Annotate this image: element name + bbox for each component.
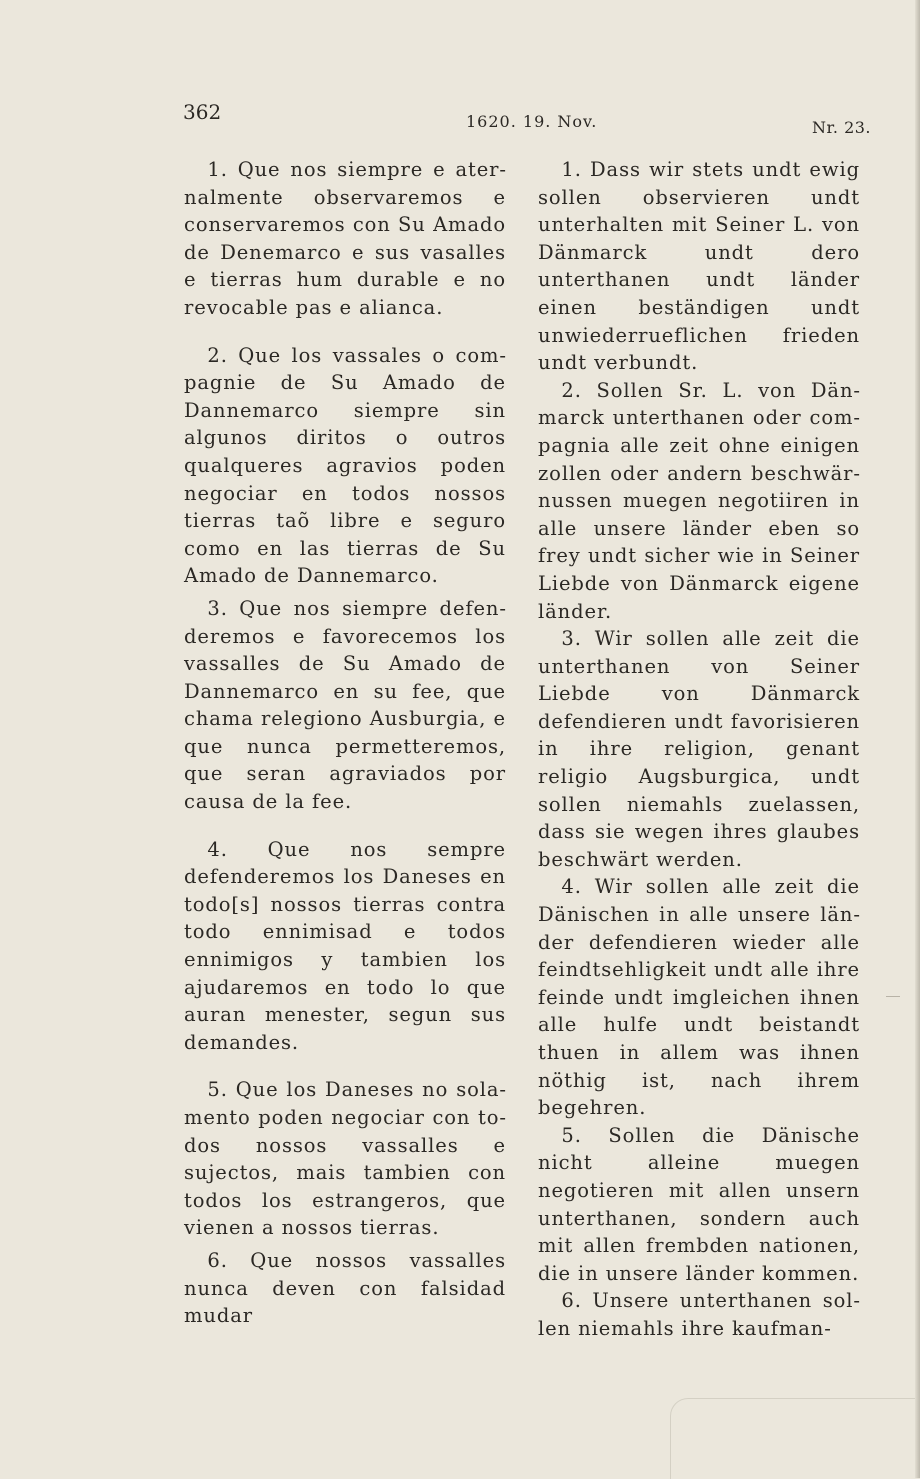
german-article-1: 1. Dass wir stets undt ewig sollen observieren undt unterhalten mit Seiner L. von Dänmarck undt dero unterthanen undt länder einen beständigen undt unwiederrueflichen frieden undt verbundt. [538,158,860,375]
german-article-3: 3. Wir sollen alle zeit die unterthanen von Seiner Liebde von Dänmarck defendieren undt favorisieren in ihre religion, genant religio Augsburgica, undt sollen niemahls zuelassen, dass sie wegen ihres glaubes beschwärt werden. [538,627,860,871]
german-column [538,156,860,1343]
spanish-article-2: 2. Que los vassales o compagnie de Su Amado de Dannemarco siempre sin algunos diritos o outros qualqueres agravios poden negociar en todos nossos tierras taõ libre e seguro como en las tierras de Su Amado de Dannemarco. [184,343,506,588]
german-article-4: 4. Wir sollen alle zeit die Dänischen in alle unsere länder defendieren wieder alle feindtsehligkeit undt alle ihre feinde undt imgleichen ihnen alle hulfe undt beistandt thuen in allem was ihnen nöthig ist, nach ihrem begehren. [538,875,860,1120]
spanish-article-5: 5. Que los Daneses no solamento poden negociar con todos nossos vassalles e sujectos, mais tambien con todos los estrangeros, que vienen a nossos tierras. [184,1078,506,1240]
page-corner-shadow [670,1398,919,1479]
spanish-column [184,156,506,1330]
page-header [0,100,920,140]
page-edge [915,0,920,1478]
page-number: 362 [183,100,222,124]
spanish-article-3: 3. Que nos siempre defenderemos e favorecemos los vassalles de Su Amado de Dannemarco en su fee, que chama relegiono Ausburgia, e que nunca permetteremos, que seran agraviados por causa de la fee. [184,596,506,814]
german-article-6: 6. Unsere unterthanen sollen niemahls ihre kaufman- [538,1289,860,1340]
spanish-article-6: 6. Que nossos vassalles nunca deven con falsidad mudar [184,1248,506,1328]
document-number: Nr. 23. [812,118,872,137]
german-article-5: 5. Sollen die Dänische nicht alleine muegen negotieren mit allen unsern unterthanen, sondern auch mit allen frembden nationen, die in unsere länder kommen. [538,1123,860,1285]
header-date: 1620. 19. Nov. [466,112,598,131]
spanish-article-1: 1. Que nos siempre e aternalmente observaremos e conservaremos con Su Amado de Denemarco e sus vasalles e tierras hum durable e no revocable pas e alianca. [184,158,506,319]
spanish-article-4: 4. Que nos sempre defenderemos los Daneses en todo[s] nossos tierras contra todo ennimisad e todos ennimigos y tambien los ajudaremos en todo lo que auran menester, segun sus demandes. [184,837,506,1054]
german-article-2: 2. Sollen Sr. L. von Dänmarck unterthanen oder compagnia alle zeit ohne einigen zollen oder andern beschwärnussen muegen negotiiren in alle unsere länder eben so frey undt sicher wie in Seiner Liebde von Dänmarck eigene länder. [538,378,860,623]
margin-mark [886,996,900,997]
